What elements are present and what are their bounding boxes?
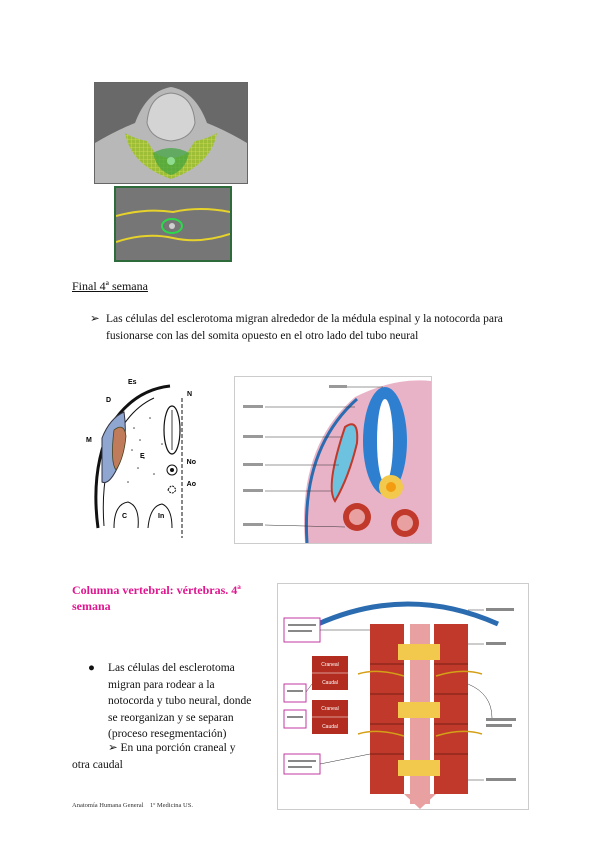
label-no: No [186,459,196,466]
bullet-sclerotome-migration [90,311,530,345]
label-caudal: Caudal [322,680,338,686]
bullet-line: Las células del esclerotoma [108,662,235,674]
embryo-section-drawing [84,378,196,538]
dot-bullet-icon: ● [88,662,95,674]
arrow-bullet-icon: ➢ [108,742,118,754]
bullet-line: (proceso resegmentación) [108,728,227,740]
bullet-line: migran para rodear a la [108,678,215,691]
colored-neural-tube-illustration [234,376,432,544]
section-heading-columna-vertebral: Columna vertebral: vértebras. 4ª semana [72,583,241,613]
label-ao: Ao [186,481,196,488]
label-e: E [140,453,145,460]
histology-section-image [114,186,232,262]
subbullet-craneal-caudal [72,740,272,773]
label-craneal: Craneal [321,706,339,712]
bullet-line: se reorganizan y se separan [108,711,234,724]
label-d: D [106,397,112,404]
label-caudal: Caudal [322,724,338,730]
label-c: C [122,513,128,520]
bullet-resegmentation [72,660,267,743]
subbullet-line: otra caudal [72,758,123,771]
sem-micrograph-image [94,82,248,184]
label-n: N [186,391,192,398]
label-craneal: Craneal [321,662,339,668]
bullet-line: notocorda y tubo neural, donde [108,695,252,707]
label-es: Es [128,379,137,386]
label-in: In [158,513,165,520]
vertebra-resegmentation-illustration [277,583,529,810]
section-heading-final-4-semana: Final 4ª semana [72,279,148,293]
arrow-bullet-icon: ➢ [90,313,100,325]
bullet-text: Las células del esclerotoma migran alrededor de la médula espinal y la notocorda para fusionarse con las del somita opuesto en el otro lado del tubo neural [106,313,503,342]
subbullet-line: En una porción craneal y [120,742,236,754]
page-footer: Anatomía Humana General 1º Medicina US. [72,802,193,809]
label-m: M [86,437,92,444]
